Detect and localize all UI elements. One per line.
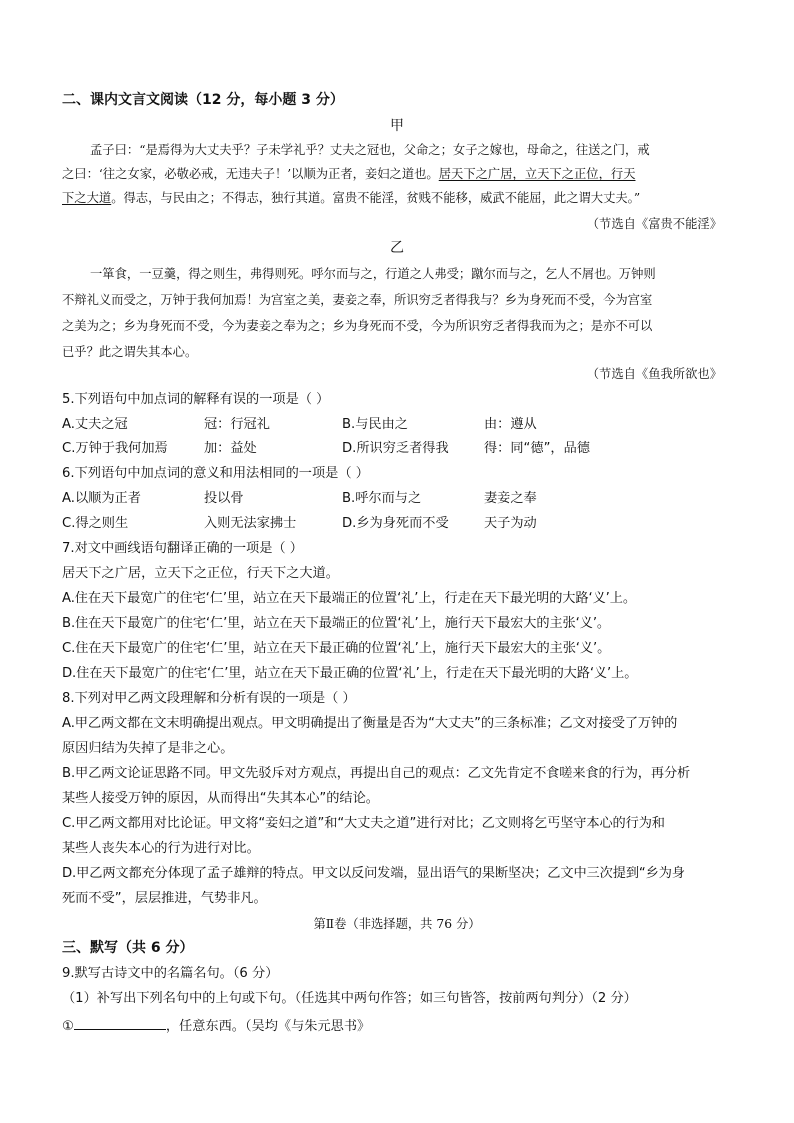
passage-a-line: 孟子曰：“是焉得为大丈夫乎？子未学礼乎？丈夫之冠也，父命之；女子之嫁也，母命之，往送之门，戒 bbox=[90, 143, 650, 157]
q5-option-b[interactable]: B.与民由之 bbox=[342, 417, 408, 432]
passage-b-line: 已乎？此之谓失其本心。 bbox=[62, 345, 198, 359]
q6-option-c[interactable]: C.得之则生 bbox=[62, 516, 129, 531]
q7-option-d[interactable]: D.住在天下最宽广的住宅‘仁’里，站立在天下最正确的位置‘礼’上，行走在天下最光明的大路‘义’上。 bbox=[62, 666, 638, 681]
q6-option-c-pair: 入则无法家拂士 bbox=[204, 516, 297, 531]
q7-quote: 居天下之广居，立天下之正位，行天下之大道。 bbox=[62, 566, 339, 581]
question-8-stem: 8.下列对甲乙两文段理解和分析有误的一项是（ ） bbox=[62, 691, 356, 706]
q8-option-d[interactable]: D.甲乙两文都充分体现了孟子雄辩的特点。甲文以反问发端，显出语气的果断坚决；乙文中三次提到“乡为身 bbox=[62, 866, 685, 881]
q8-option-d-cont: 死而不受”，层层推进，气势非凡。 bbox=[62, 891, 267, 906]
q8-option-a[interactable]: A.甲乙两文都在文末明确提出观点。甲文明确提出了衡量是否为“大丈夫”的三条标准；乙文对接受了万钟的 bbox=[62, 716, 678, 731]
q6-option-b-pair: 妻妾之奉 bbox=[484, 491, 537, 506]
section-title-reading: 二、课内文言文阅读（12 分，每小题 3 分） bbox=[62, 92, 344, 108]
q9-item-1 bbox=[62, 1016, 370, 1035]
question-9-stem: 9.默写古诗文中的名篇名句。（6 分） bbox=[62, 966, 279, 981]
part-2-header: 第Ⅱ卷（非选择题，共 76 分） bbox=[313, 917, 481, 931]
q8-option-b[interactable]: B.甲乙两文论证思路不同。甲文先驳斥对方观点，再提出自己的观点：乙文先肯定不食嗟来食的行为，再分析 bbox=[62, 766, 691, 781]
answer-blank[interactable] bbox=[74, 1016, 166, 1030]
q7-option-a[interactable]: A.住在天下最宽广的住宅‘仁’里，站立在天下最端正的位置‘礼’上，行走在天下最光明的大路‘义’上。 bbox=[62, 591, 636, 606]
q5-option-b-answer: 由：遵从 bbox=[484, 417, 537, 432]
q6-option-d-pair: 天子为动 bbox=[484, 516, 537, 531]
q8-option-c-cont: 某些人丧失本心的行为进行对比。 bbox=[62, 841, 260, 856]
q7-option-c[interactable]: C.住在天下最宽广的住宅‘仁’里，站立在天下最正确的位置‘礼’上，施行天下最宏大的主张‘义’。 bbox=[62, 641, 611, 656]
q5-option-d[interactable]: D.所识穷乏者得我 bbox=[342, 441, 449, 456]
passage-b-source: （节选自《鱼我所欲也》 bbox=[586, 367, 722, 381]
question-5-stem: 5.下列语句中加点词的解释有误的一项是（ ） bbox=[62, 392, 330, 407]
q5-option-c[interactable]: C.万钟于我何加焉 bbox=[62, 441, 168, 456]
section-title-dictation: 三、默写（共 6 分） bbox=[62, 940, 194, 956]
item-marker: ① bbox=[62, 1019, 74, 1034]
q5-option-a[interactable]: A.丈夫之冠 bbox=[62, 417, 128, 432]
underlined-sentence: 居天下之广居，立天下之正位，行天 bbox=[438, 167, 636, 181]
question-6-stem: 6.下列语句中加点词的意义和用法相同的一项是（ ） bbox=[62, 466, 369, 481]
passage-a-label: 甲 bbox=[390, 118, 404, 134]
q9-subquestion-1: （1）补写出下列名句中的上句或下句。（任选其中两句作答；如三句皆答，按前两句判分）（2 分） bbox=[62, 991, 637, 1006]
passage-a-text: 。得志，与民由之；不得志，独行其道。富贵不能淫，贫贱不能移，威武不能屈，此之谓大丈夫。” bbox=[111, 191, 641, 205]
passage-a-text: 之曰：‘往之女家，必敬必戒，无违夫子！’以顺为正者，妾妇之道也。 bbox=[62, 167, 439, 181]
passage-b-line: 之美为之；乡为身死而不受，今为妻妾之奉为之；乡为身死而不受，今为所识穷乏者得我而为之；是亦不可以 bbox=[62, 319, 653, 333]
q5-option-d-answer: 得：同“德”，品德 bbox=[484, 441, 590, 456]
underlined-sentence: 下之大道 bbox=[62, 191, 112, 205]
passage-a-line bbox=[62, 166, 636, 182]
q8-option-c[interactable]: C.甲乙两文都用对比论证。甲文将“妾妇之道”和“大丈夫之道”进行对比；乙文则将乞丐坚守本心的行为和 bbox=[62, 816, 665, 831]
passage-b-line: 不辩礼义而受之，万钟于我何加焉！为宫室之美，妻妾之奉，所识穷乏者得我与？乡为身死而不受，今为宫室 bbox=[62, 293, 653, 307]
q5-option-a-answer: 冠：行冠礼 bbox=[204, 417, 270, 432]
q5-option-c-answer: 加：益处 bbox=[204, 441, 257, 456]
q9-item-1-text: ，任意东西。（吴均《与朱元思书》 bbox=[165, 1019, 371, 1034]
q6-option-d[interactable]: D.乡为身死而不受 bbox=[342, 516, 449, 531]
q6-option-b[interactable]: B.呼尔而与之 bbox=[342, 491, 422, 506]
passage-b-line: 一箪食，一豆羹，得之则生，弗得则死。呼尔而与之，行道之人弗受；蹴尔而与之，乞人不屑也。万钟则 bbox=[90, 267, 656, 281]
passage-a-source: （节选自《富贵不能淫》 bbox=[586, 217, 722, 231]
question-7-stem: 7.对文中画线语句翻译正确的一项是（ ） bbox=[62, 541, 303, 556]
q6-option-a-pair: 投以骨 bbox=[204, 491, 244, 506]
q8-option-a-cont: 原因归结为失掉了是非之心。 bbox=[62, 741, 234, 756]
q6-option-a[interactable]: A.以顺为正者 bbox=[62, 491, 141, 506]
q7-option-b[interactable]: B.住在天下最宽广的住宅‘仁’里，站立在天下最端正的位置‘礼’上，施行天下最宏大的主张‘义’。 bbox=[62, 616, 610, 631]
passage-b-label: 乙 bbox=[390, 240, 404, 256]
passage-a-line bbox=[62, 190, 640, 206]
q8-option-b-cont: 某些人接受万钟的原因，从而得出“失其本心”的结论。 bbox=[62, 791, 379, 806]
